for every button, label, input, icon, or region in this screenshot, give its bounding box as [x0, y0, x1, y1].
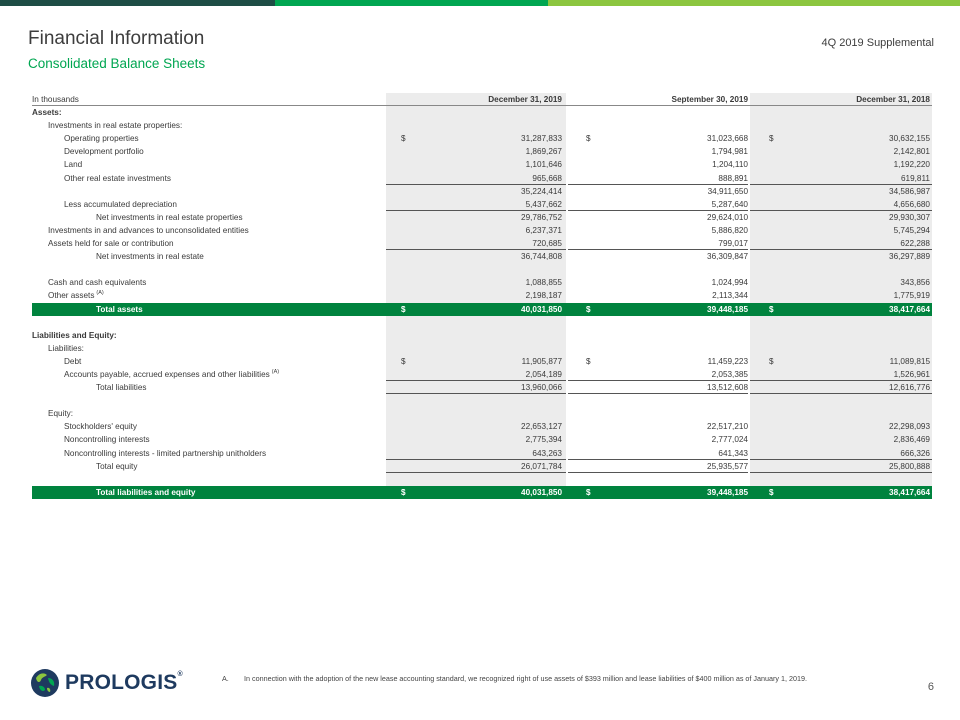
row-value: 2,054,189 — [525, 369, 562, 379]
table-row — [32, 368, 932, 381]
row-value: 1,794,981 — [711, 147, 748, 157]
row-value: 25,800,888 — [889, 461, 930, 471]
row-label: Less accumulated depreciation — [64, 199, 177, 209]
row-label: Other real estate investments — [64, 173, 171, 183]
row-value: 31,287,833 — [521, 134, 562, 144]
unit-label: In thousands — [32, 95, 79, 104]
row-value: 799,017 — [718, 239, 748, 249]
row-label: Total equity — [96, 461, 138, 471]
footnote-letter: A. — [222, 674, 229, 683]
row-value: 13,960,066 — [521, 383, 562, 393]
top-bar-segment-light-green — [548, 0, 960, 6]
row-label: Assets held for sale or contribution — [48, 239, 174, 249]
row-label: Net investments in real estate properties — [96, 212, 243, 222]
row-value: 34,586,987 — [889, 186, 930, 196]
column-header-dec-2018: December 31, 2018 — [856, 95, 930, 104]
section-label-liabilities-equity: Liabilities and Equity: — [32, 330, 117, 340]
total-assets-row — [32, 303, 932, 316]
row-value: 30,632,155 — [889, 134, 930, 144]
table-row — [32, 447, 932, 460]
column-header-dec-2019: December 31, 2019 — [488, 95, 562, 104]
row-label: Total assets — [96, 304, 143, 314]
table-header-row — [32, 93, 932, 106]
row-value: 5,437,662 — [525, 199, 562, 209]
row-value: 39,448,185 — [707, 487, 748, 497]
dollar-sign: $ — [401, 134, 406, 144]
table-row — [32, 407, 932, 420]
row-value: 26,071,784 — [521, 461, 562, 471]
row-value: 13,512,608 — [707, 383, 748, 393]
row-value: 1,192,220 — [893, 160, 930, 170]
row-value: 11,459,223 — [707, 356, 748, 366]
balance-sheet-table — [32, 93, 932, 499]
row-label: Total liabilities — [96, 383, 147, 393]
row-label: Accounts payable, accrued expenses and other liabilities $^{(A)}$ — [64, 368, 280, 379]
row-label: Land — [64, 160, 83, 170]
row-value: 641,343 — [718, 448, 748, 458]
row-value: 2,053,385 — [711, 369, 748, 379]
row-label: Development portfolio — [64, 147, 144, 157]
row-label: Other assets $^{(A)}$ — [48, 290, 104, 301]
globe-logo-icon — [30, 668, 60, 698]
row-value: 1,526,961 — [893, 369, 930, 379]
row-value: 36,744,808 — [521, 252, 562, 262]
row-label: Liabilities: — [48, 343, 84, 353]
row-label: Debt — [64, 356, 82, 366]
spacer-row — [32, 316, 932, 329]
table-row — [32, 185, 932, 198]
row-label: Stockholders' equity — [64, 422, 138, 432]
row-value: 29,930,307 — [889, 212, 930, 222]
row-value: 6,237,371 — [525, 225, 562, 235]
table-row — [32, 198, 932, 211]
dollar-sign: $ — [769, 134, 774, 144]
page-subtitle: Consolidated Balance Sheets — [28, 56, 206, 71]
row-value: 1,869,267 — [525, 147, 562, 157]
row-value: 343,856 — [900, 278, 930, 288]
row-value: 619,811 — [901, 173, 930, 183]
dollar-sign: $ — [401, 487, 406, 497]
table-row — [32, 172, 932, 185]
row-value: 2,775,394 — [525, 435, 562, 445]
dollar-sign: $ — [586, 304, 591, 314]
dollar-sign: $ — [769, 356, 774, 366]
row-value: 36,309,847 — [707, 252, 748, 262]
section-label-assets: Assets: — [32, 108, 62, 118]
top-color-bar — [0, 0, 960, 6]
table-row — [32, 237, 932, 250]
row-value: 40,031,850 — [521, 487, 562, 497]
row-value: 31,023,668 — [707, 134, 748, 144]
table-row — [32, 132, 932, 145]
row-label: Total liabilities and equity — [96, 487, 196, 497]
table-row — [32, 224, 932, 237]
company-logo — [30, 668, 183, 698]
dollar-sign: $ — [401, 304, 406, 314]
table-row — [32, 355, 932, 368]
row-value: 1,101,646 — [525, 160, 562, 170]
footnote-marker: (A) — [271, 368, 280, 375]
row-label: Investments in real estate properties: — [48, 121, 183, 131]
row-label: Investments in and advances to unconsolidated entities — [48, 225, 249, 235]
row-value: 2,198,187 — [525, 291, 562, 301]
column-header-sep-2019: September 30, 2019 — [671, 95, 748, 104]
row-value: 22,298,093 — [889, 422, 930, 432]
row-value: 29,786,752 — [521, 212, 562, 222]
table-row — [32, 289, 932, 302]
table-row — [32, 420, 932, 433]
table-row — [32, 460, 932, 473]
row-value: 5,287,640 — [711, 199, 748, 209]
table-row — [32, 342, 932, 355]
row-label: Operating properties — [64, 134, 139, 144]
row-value: 4,656,680 — [893, 199, 930, 209]
dollar-sign: $ — [586, 134, 591, 144]
row-value: 39,448,185 — [707, 304, 748, 314]
footnote-marker: (A) — [96, 290, 104, 297]
row-value: 666,326 — [900, 448, 930, 458]
row-value: 1,775,919 — [893, 291, 930, 301]
total-liabilities-equity-row — [32, 486, 932, 499]
row-value: 2,113,344 — [712, 291, 748, 301]
top-bar-segment-dark — [0, 0, 275, 6]
row-value: 38,417,664 — [889, 487, 930, 497]
table-row — [32, 276, 932, 289]
row-value: 5,745,294 — [893, 225, 930, 235]
row-value: 11,905,877 — [521, 356, 562, 366]
row-value: 22,517,210 — [707, 422, 748, 432]
row-value: 29,624,010 — [707, 212, 748, 222]
row-value: 5,886,820 — [711, 225, 748, 235]
table-row — [32, 119, 932, 132]
row-label: Net investments in real estate — [96, 252, 204, 262]
footnote — [222, 674, 852, 684]
row-value: 1,088,855 — [525, 278, 562, 288]
row-label: Cash and cash equivalents — [48, 278, 147, 288]
dollar-sign: $ — [586, 487, 591, 497]
dollar-sign: $ — [769, 304, 774, 314]
table-row — [32, 145, 932, 158]
row-value: 2,836,469 — [893, 435, 930, 445]
page-title: Financial Information — [28, 28, 205, 49]
row-value: 22,653,127 — [521, 422, 562, 432]
footnote-text: In connection with the adoption of the new lease accounting standard, we recognized right of use assets of $393 million and lease liabilities of $400 million as of January 1, 2019. — [244, 674, 807, 683]
row-value: 36,297,889 — [889, 252, 930, 262]
row-value: 888,891 — [718, 173, 748, 183]
logo-wordmark: PROLOGIS® — [65, 671, 183, 694]
dollar-sign: $ — [401, 356, 406, 366]
page-number: 6 — [927, 681, 934, 693]
spacer-row — [32, 263, 932, 276]
table-row — [32, 158, 932, 171]
row-value: 25,935,577 — [707, 461, 748, 471]
row-value: 720,685 — [532, 239, 562, 249]
table-row — [32, 433, 932, 446]
table-row — [32, 250, 932, 263]
top-bar-segment-green — [275, 0, 548, 6]
row-label: Noncontrolling interests - limited partnership unitholders — [64, 448, 267, 458]
table-row — [32, 211, 932, 224]
row-value: 12,616,776 — [889, 383, 930, 393]
table-row — [32, 381, 932, 394]
row-value: 1,024,994 — [711, 278, 748, 288]
row-value: 2,142,801 — [893, 147, 930, 157]
dollar-sign: $ — [769, 487, 774, 497]
row-value: 1,204,110 — [712, 160, 748, 170]
row-value: 643,263 — [532, 448, 562, 458]
table-row — [32, 329, 932, 342]
row-value: 34,911,650 — [707, 186, 748, 196]
spacer-row — [32, 473, 932, 486]
table-row — [32, 106, 932, 119]
row-value: 35,224,414 — [521, 186, 562, 196]
row-label: Noncontrolling interests — [64, 435, 150, 445]
supplemental-label: 4Q 2019 Supplemental — [821, 37, 934, 49]
row-value: 2,777,024 — [711, 435, 748, 445]
row-value: 40,031,850 — [521, 304, 562, 314]
row-value: 11,089,815 — [889, 356, 930, 366]
row-value: 38,417,664 — [889, 304, 930, 314]
row-label: Equity: — [48, 409, 74, 419]
dollar-sign: $ — [586, 356, 591, 366]
row-value: 965,668 — [532, 173, 562, 183]
row-value: 622,288 — [900, 239, 930, 249]
spacer-row — [32, 394, 932, 407]
